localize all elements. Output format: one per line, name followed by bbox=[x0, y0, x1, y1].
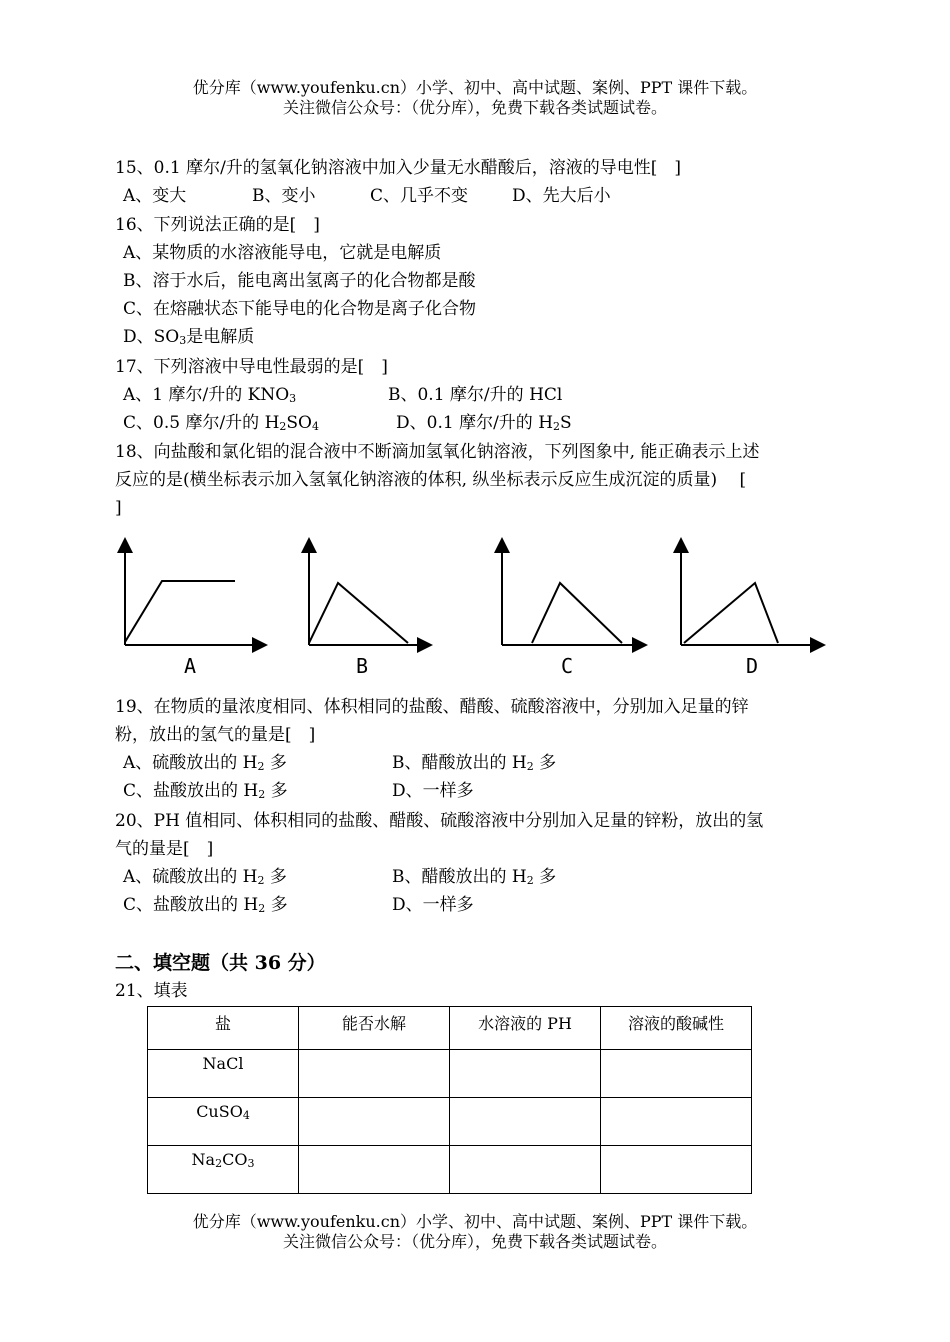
header-salt: 盐 bbox=[148, 1007, 299, 1050]
graph-b-label: B bbox=[355, 654, 369, 678]
q18-stem-line-2: 反应的是(横坐标表示加入氢氧化钠溶液的体积, 纵坐标表示反应生成沉淀的质量) [ bbox=[115, 470, 747, 490]
q21-stem: 21、填表 bbox=[115, 981, 188, 1001]
answer-cell[interactable] bbox=[450, 1146, 601, 1194]
graph-b-curve bbox=[309, 583, 408, 643]
salt-nacl: NaCl bbox=[148, 1050, 299, 1098]
section-2-title: 二、填空题（共 36 分） bbox=[115, 952, 326, 974]
q18-stem-line-3: ] bbox=[115, 498, 122, 518]
q19-option-a: A、硫酸放出的 $H_2$ 多 bbox=[123, 753, 287, 773]
q17-option-c: C、0.5 摩尔/升的 $H_2SO_4$ bbox=[123, 413, 319, 433]
q20-option-d: D、一样多 bbox=[392, 895, 474, 915]
q15-option-b: B、变小 bbox=[252, 186, 316, 206]
q18-graphs bbox=[110, 535, 830, 680]
q19-stem-line-1: 19、在物质的量浓度相同、体积相同的盐酸、醋酸、硫酸溶液中，分别加入足量的锌 bbox=[115, 697, 749, 717]
table-row bbox=[148, 1146, 752, 1194]
q18-stem-line-1: 18、向盐酸和氯化铝的混合液中不断滴加氢氧化钠溶液，下列图象中, 能正确表示上述 bbox=[115, 442, 760, 462]
q15-option-d: D、先大后小 bbox=[512, 186, 611, 206]
header-line-2: 关注微信公众号：（优分库），免费下载各类试题试卷。 bbox=[282, 98, 667, 117]
salt-cuso4: CuSO$_4$ bbox=[148, 1098, 299, 1146]
q20-option-c: C、盐酸放出的 $H_2$ 多 bbox=[123, 895, 288, 915]
q20-stem-line-2: 气的量是[ ] bbox=[115, 839, 214, 859]
graph-a-curve bbox=[125, 581, 235, 642]
graph-b bbox=[309, 545, 425, 645]
graph-d-label: D bbox=[745, 654, 759, 678]
answer-cell[interactable] bbox=[601, 1146, 752, 1194]
q19-option-c: C、盐酸放出的 $H_2$ 多 bbox=[123, 781, 288, 801]
q15-stem: 15、0.1 摩尔/升的氢氧化钠溶液中加入少量无水醋酸后，溶液的导电性[ ] bbox=[115, 158, 682, 178]
q19-option-d: D、一样多 bbox=[392, 781, 474, 801]
header-line-1: 优分库（www.youfenku.cn）小学、初中、高中试题、案例、PPT 课件下载。 bbox=[192, 78, 758, 97]
graph-c bbox=[502, 545, 640, 645]
graph-d-curve bbox=[684, 583, 778, 643]
q17-option-a: A、1 摩尔/升的 $KNO_3$ bbox=[123, 385, 297, 405]
header-acidity: 溶液的酸碱性 bbox=[601, 1007, 752, 1050]
answer-cell[interactable] bbox=[450, 1098, 601, 1146]
answer-cell[interactable] bbox=[450, 1050, 601, 1098]
footer-line-2: 关注微信公众号：（优分库），免费下载各类试题试卷。 bbox=[282, 1232, 667, 1251]
table-row bbox=[148, 1098, 752, 1146]
graph-c-curve bbox=[532, 583, 622, 643]
q20-option-b: B、醋酸放出的 $H_2$ 多 bbox=[392, 867, 557, 887]
q17-stem: 17、下列溶液中导电性最弱的是[ ] bbox=[115, 357, 388, 377]
answer-cell[interactable] bbox=[299, 1146, 450, 1194]
q16-option-d: D、$SO_3$是电解质 bbox=[123, 327, 255, 347]
q17-option-d: D、0.1 摩尔/升的 $H_2S$ bbox=[396, 413, 572, 433]
q16-option-c: C、在熔融状态下能导电的化合物是离子化合物 bbox=[123, 299, 477, 319]
answer-cell[interactable] bbox=[299, 1098, 450, 1146]
q16-option-b: B、溶于水后，能电离出氢离子的化合物都是酸 bbox=[123, 271, 476, 291]
graph-a-label: A bbox=[183, 654, 197, 678]
q15-option-a: A、变大 bbox=[123, 186, 187, 206]
q15-option-c: C、几乎不变 bbox=[370, 186, 469, 206]
header-ph: 水溶液的 PH bbox=[450, 1007, 601, 1050]
answer-cell[interactable] bbox=[299, 1050, 450, 1098]
salt-table bbox=[147, 1006, 752, 1194]
salt-na2co3: $Na_2CO_3$ bbox=[148, 1146, 299, 1194]
answer-cell[interactable] bbox=[601, 1098, 752, 1146]
table-header-row bbox=[148, 1007, 752, 1050]
q20-stem-line-1: 20、PH 值相同、体积相同的盐酸、醋酸、硫酸溶液中分别加入足量的锌粉，放出的氢 bbox=[115, 811, 764, 831]
q19-option-b: B、醋酸放出的 $H_2$ 多 bbox=[392, 753, 557, 773]
q16-option-a: A、某物质的水溶液能导电，它就是电解质 bbox=[123, 243, 442, 263]
footer-line-1: 优分库（www.youfenku.cn）小学、初中、高中试题、案例、PPT 课件下载。 bbox=[192, 1212, 758, 1231]
q17-option-b: B、0.1 摩尔/升的 HCl bbox=[388, 385, 563, 405]
graph-a bbox=[125, 545, 260, 645]
answer-cell[interactable] bbox=[601, 1050, 752, 1098]
q19-stem-line-2: 粉，放出的氢气的量是[ ] bbox=[115, 725, 316, 745]
header-hydrolysis: 能否水解 bbox=[299, 1007, 450, 1050]
table-row bbox=[148, 1050, 752, 1098]
graph-c-label: C bbox=[560, 654, 574, 678]
q16-stem: 16、下列说法正确的是[ ] bbox=[115, 215, 320, 235]
graph-d bbox=[681, 545, 818, 645]
q20-option-a: A、硫酸放出的 $H_2$ 多 bbox=[123, 867, 287, 887]
